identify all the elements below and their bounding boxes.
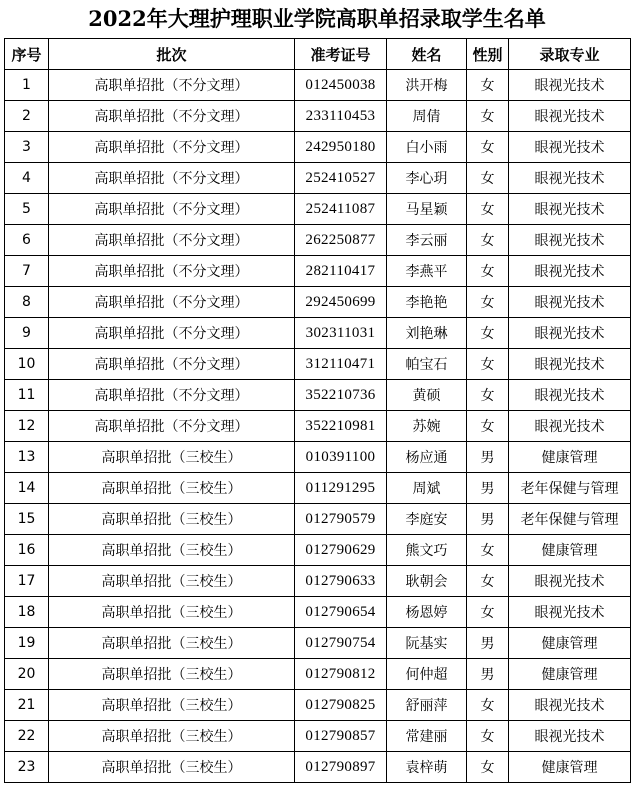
header-name: 姓名 bbox=[387, 39, 467, 70]
cell-index: 17 bbox=[5, 566, 49, 597]
cell-name: 杨恩婷 bbox=[387, 597, 467, 628]
cell-batch: 高职单招批（三校生） bbox=[49, 597, 295, 628]
cell-batch: 高职单招批（不分文理） bbox=[49, 101, 295, 132]
cell-major: 眼视光技术 bbox=[509, 721, 631, 752]
cell-exam-id: 011291295 bbox=[295, 473, 387, 504]
cell-major: 健康管理 bbox=[509, 628, 631, 659]
cell-major: 眼视光技术 bbox=[509, 597, 631, 628]
table-row bbox=[5, 101, 631, 132]
header-exam-id: 准考证号 bbox=[295, 39, 387, 70]
header-batch: 批次 bbox=[49, 39, 295, 70]
cell-batch: 高职单招批（三校生） bbox=[49, 442, 295, 473]
cell-major: 眼视光技术 bbox=[509, 690, 631, 721]
cell-batch: 高职单招批（不分文理） bbox=[49, 132, 295, 163]
cell-gender: 女 bbox=[467, 721, 509, 752]
cell-gender: 女 bbox=[467, 194, 509, 225]
cell-major: 眼视光技术 bbox=[509, 70, 631, 101]
cell-index: 15 bbox=[5, 504, 49, 535]
cell-major: 眼视光技术 bbox=[509, 256, 631, 287]
cell-exam-id: 352210736 bbox=[295, 380, 387, 411]
cell-gender: 男 bbox=[467, 504, 509, 535]
cell-name: 李庭安 bbox=[387, 504, 467, 535]
cell-index: 18 bbox=[5, 597, 49, 628]
admission-table bbox=[4, 38, 631, 783]
cell-exam-id: 012790629 bbox=[295, 535, 387, 566]
cell-gender: 女 bbox=[467, 597, 509, 628]
cell-exam-id: 012790654 bbox=[295, 597, 387, 628]
cell-batch: 高职单招批（不分文理） bbox=[49, 287, 295, 318]
cell-index: 14 bbox=[5, 473, 49, 504]
table-row bbox=[5, 535, 631, 566]
cell-batch: 高职单招批（三校生） bbox=[49, 628, 295, 659]
cell-major: 眼视光技术 bbox=[509, 163, 631, 194]
cell-exam-id: 012790897 bbox=[295, 752, 387, 783]
cell-major: 眼视光技术 bbox=[509, 380, 631, 411]
cell-batch: 高职单招批（三校生） bbox=[49, 690, 295, 721]
cell-index: 3 bbox=[5, 132, 49, 163]
cell-batch: 高职单招批（不分文理） bbox=[49, 411, 295, 442]
cell-name: 熊文巧 bbox=[387, 535, 467, 566]
cell-gender: 女 bbox=[467, 380, 509, 411]
header-major: 录取专业 bbox=[509, 39, 631, 70]
cell-name: 何仲超 bbox=[387, 659, 467, 690]
cell-gender: 女 bbox=[467, 690, 509, 721]
table-row bbox=[5, 442, 631, 473]
cell-batch: 高职单招批（三校生） bbox=[49, 473, 295, 504]
cell-batch: 高职单招批（不分文理） bbox=[49, 225, 295, 256]
cell-batch: 高职单招批（不分文理） bbox=[49, 349, 295, 380]
cell-gender: 女 bbox=[467, 349, 509, 380]
cell-name: 马星颖 bbox=[387, 194, 467, 225]
cell-exam-id: 010391100 bbox=[295, 442, 387, 473]
cell-major: 眼视光技术 bbox=[509, 566, 631, 597]
cell-exam-id: 352210981 bbox=[295, 411, 387, 442]
cell-gender: 女 bbox=[467, 70, 509, 101]
cell-batch: 高职单招批（三校生） bbox=[49, 659, 295, 690]
cell-batch: 高职单招批（三校生） bbox=[49, 752, 295, 783]
cell-major: 眼视光技术 bbox=[509, 194, 631, 225]
cell-name: 李云丽 bbox=[387, 225, 467, 256]
cell-index: 2 bbox=[5, 101, 49, 132]
table-row bbox=[5, 473, 631, 504]
cell-exam-id: 312110471 bbox=[295, 349, 387, 380]
cell-index: 22 bbox=[5, 721, 49, 752]
cell-exam-id: 012790825 bbox=[295, 690, 387, 721]
cell-index: 6 bbox=[5, 225, 49, 256]
cell-gender: 女 bbox=[467, 566, 509, 597]
cell-index: 12 bbox=[5, 411, 49, 442]
cell-index: 23 bbox=[5, 752, 49, 783]
cell-gender: 男 bbox=[467, 473, 509, 504]
cell-name: 苏婉 bbox=[387, 411, 467, 442]
cell-batch: 高职单招批（不分文理） bbox=[49, 194, 295, 225]
cell-name: 杨应通 bbox=[387, 442, 467, 473]
cell-exam-id: 282110417 bbox=[295, 256, 387, 287]
cell-name: 李心玥 bbox=[387, 163, 467, 194]
table-row bbox=[5, 721, 631, 752]
cell-batch: 高职单招批（不分文理） bbox=[49, 163, 295, 194]
cell-major: 老年保健与管理 bbox=[509, 473, 631, 504]
cell-major: 眼视光技术 bbox=[509, 349, 631, 380]
cell-index: 5 bbox=[5, 194, 49, 225]
cell-exam-id: 012790754 bbox=[295, 628, 387, 659]
cell-name: 阮基实 bbox=[387, 628, 467, 659]
cell-major: 老年保健与管理 bbox=[509, 504, 631, 535]
cell-index: 9 bbox=[5, 318, 49, 349]
cell-major: 眼视光技术 bbox=[509, 318, 631, 349]
table-row bbox=[5, 132, 631, 163]
cell-name: 舒丽萍 bbox=[387, 690, 467, 721]
cell-batch: 高职单招批（不分文理） bbox=[49, 380, 295, 411]
header-index: 序号 bbox=[5, 39, 49, 70]
cell-gender: 女 bbox=[467, 318, 509, 349]
cell-exam-id: 252411087 bbox=[295, 194, 387, 225]
cell-name: 刘艳琳 bbox=[387, 318, 467, 349]
table-row bbox=[5, 349, 631, 380]
cell-major: 眼视光技术 bbox=[509, 101, 631, 132]
cell-gender: 男 bbox=[467, 659, 509, 690]
cell-major: 健康管理 bbox=[509, 659, 631, 690]
cell-name: 周斌 bbox=[387, 473, 467, 504]
table-row bbox=[5, 628, 631, 659]
cell-gender: 男 bbox=[467, 442, 509, 473]
table-row bbox=[5, 256, 631, 287]
table-body bbox=[5, 70, 631, 783]
cell-gender: 女 bbox=[467, 752, 509, 783]
table-row bbox=[5, 163, 631, 194]
cell-index: 8 bbox=[5, 287, 49, 318]
cell-gender: 女 bbox=[467, 225, 509, 256]
cell-gender: 女 bbox=[467, 256, 509, 287]
cell-name: 李艳艳 bbox=[387, 287, 467, 318]
page-title: 2022年大理护理职业学院高职单招录取学生名单 bbox=[88, 6, 546, 31]
cell-name: 黄硕 bbox=[387, 380, 467, 411]
table-row bbox=[5, 380, 631, 411]
cell-name: 耿朝会 bbox=[387, 566, 467, 597]
cell-exam-id: 292450699 bbox=[295, 287, 387, 318]
cell-batch: 高职单招批（三校生） bbox=[49, 566, 295, 597]
cell-exam-id: 252410527 bbox=[295, 163, 387, 194]
cell-major: 眼视光技术 bbox=[509, 132, 631, 163]
cell-gender: 女 bbox=[467, 132, 509, 163]
cell-exam-id: 262250877 bbox=[295, 225, 387, 256]
table-row bbox=[5, 566, 631, 597]
cell-major: 健康管理 bbox=[509, 535, 631, 566]
cell-exam-id: 233110453 bbox=[295, 101, 387, 132]
cell-batch: 高职单招批（三校生） bbox=[49, 504, 295, 535]
cell-major: 健康管理 bbox=[509, 442, 631, 473]
cell-index: 21 bbox=[5, 690, 49, 721]
cell-major: 眼视光技术 bbox=[509, 225, 631, 256]
cell-index: 13 bbox=[5, 442, 49, 473]
cell-gender: 女 bbox=[467, 287, 509, 318]
cell-gender: 女 bbox=[467, 535, 509, 566]
cell-name: 袁梓萌 bbox=[387, 752, 467, 783]
cell-gender: 男 bbox=[467, 628, 509, 659]
table-row bbox=[5, 752, 631, 783]
cell-index: 1 bbox=[5, 70, 49, 101]
cell-exam-id: 012790633 bbox=[295, 566, 387, 597]
table-row bbox=[5, 287, 631, 318]
cell-exam-id: 012790579 bbox=[295, 504, 387, 535]
table-row bbox=[5, 70, 631, 101]
cell-name: 帕宝石 bbox=[387, 349, 467, 380]
cell-index: 10 bbox=[5, 349, 49, 380]
cell-exam-id: 242950180 bbox=[295, 132, 387, 163]
cell-gender: 女 bbox=[467, 163, 509, 194]
cell-major: 眼视光技术 bbox=[509, 411, 631, 442]
cell-major: 眼视光技术 bbox=[509, 287, 631, 318]
cell-name: 李燕平 bbox=[387, 256, 467, 287]
table-row bbox=[5, 225, 631, 256]
cell-batch: 高职单招批（不分文理） bbox=[49, 70, 295, 101]
table-row bbox=[5, 690, 631, 721]
cell-batch: 高职单招批（三校生） bbox=[49, 535, 295, 566]
cell-exam-id: 012790857 bbox=[295, 721, 387, 752]
cell-index: 19 bbox=[5, 628, 49, 659]
header-gender: 性别 bbox=[467, 39, 509, 70]
cell-index: 11 bbox=[5, 380, 49, 411]
cell-index: 16 bbox=[5, 535, 49, 566]
cell-exam-id: 302311031 bbox=[295, 318, 387, 349]
cell-index: 20 bbox=[5, 659, 49, 690]
cell-major: 健康管理 bbox=[509, 752, 631, 783]
cell-index: 4 bbox=[5, 163, 49, 194]
cell-exam-id: 012790812 bbox=[295, 659, 387, 690]
table-row bbox=[5, 597, 631, 628]
cell-index: 7 bbox=[5, 256, 49, 287]
header-row bbox=[5, 39, 631, 70]
table-row bbox=[5, 194, 631, 225]
table-row bbox=[5, 318, 631, 349]
cell-batch: 高职单招批（不分文理） bbox=[49, 256, 295, 287]
cell-name: 白小雨 bbox=[387, 132, 467, 163]
cell-name: 常建丽 bbox=[387, 721, 467, 752]
cell-exam-id: 012450038 bbox=[295, 70, 387, 101]
cell-batch: 高职单招批（三校生） bbox=[49, 721, 295, 752]
table-row bbox=[5, 504, 631, 535]
cell-name: 周倩 bbox=[387, 101, 467, 132]
table-row bbox=[5, 659, 631, 690]
cell-gender: 女 bbox=[467, 411, 509, 442]
table-row bbox=[5, 411, 631, 442]
cell-batch: 高职单招批（不分文理） bbox=[49, 318, 295, 349]
cell-gender: 女 bbox=[467, 101, 509, 132]
cell-name: 洪开梅 bbox=[387, 70, 467, 101]
